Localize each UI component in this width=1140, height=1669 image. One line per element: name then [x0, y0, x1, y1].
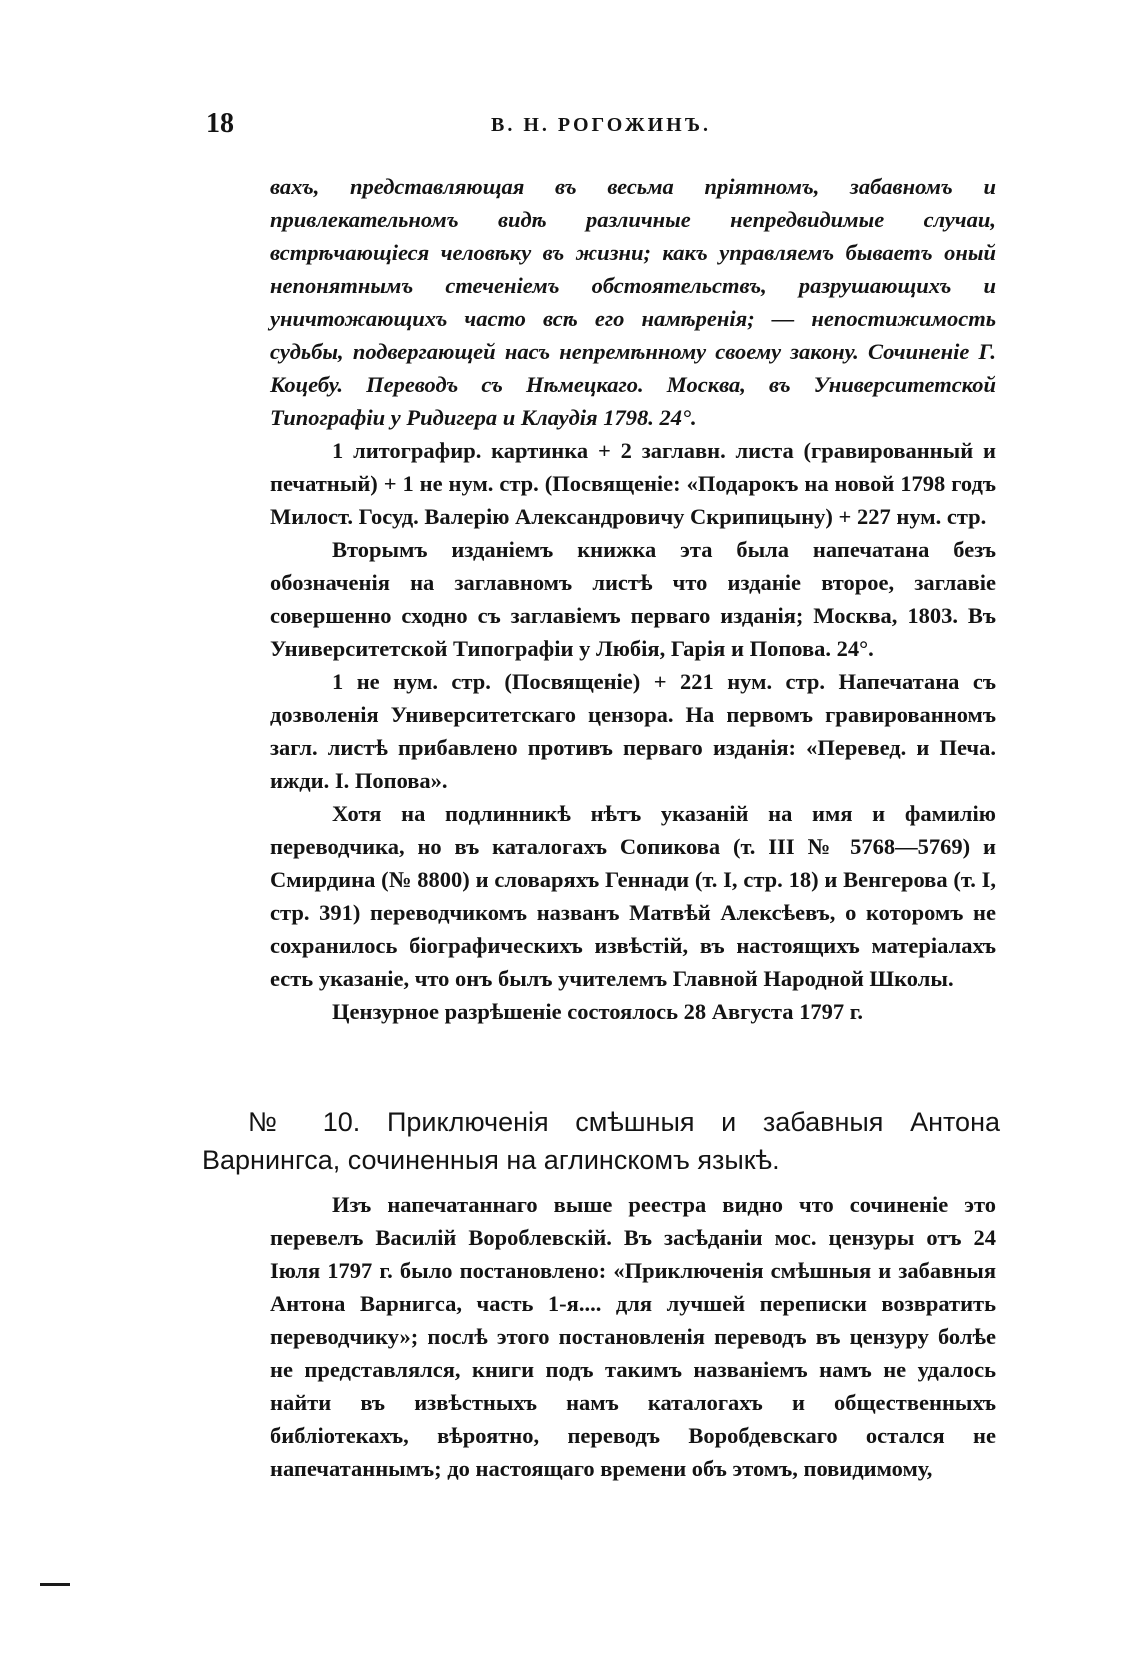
- running-head: В. Н. РОГОЖИНЪ.: [490, 114, 712, 136]
- paragraph-censorship: Цензурное разрѣшенiе состоялось 28 Августа 1797 г.: [332, 999, 864, 1024]
- paragraph-translator: Хотя на подлинникѣ нѣтъ указанiй на имя и фамилiю переводчика, но въ каталогахъ Сопикова (т. III № 5768—5769) и Смирдина (№ 8800) и словаряхъ Геннади (т. I, стр. 18) и Венгерова (т. I, стр. 391) переводчикомъ названъ Матвѣй Алексѣевъ, о которомъ не сохранилось бiографическихъ извѣстiй, въ настоящихъ матерiалахъ есть указанiе, что онъ былъ учителемъ Главной Народной Школы.: [270, 801, 996, 991]
- text-block-bottom: [270, 1188, 996, 1485]
- page-header: [206, 108, 996, 148]
- footer-rule: [40, 1583, 70, 1586]
- text-block-top: [270, 170, 996, 1028]
- paragraph-second-collation: 1 не нум. стр. (Посвященiе) + 221 нум. стр. Напечатана съ дозволенiя Университетскаго цензора. На первомъ гравированномъ загл. листѣ прибавлено противъ перваго изданiя: «Перевед. и Печа. ижди. I. Попова».: [270, 669, 996, 793]
- paragraph-collation: 1 литографир. картинка + 2 заглавн. листа (гравированный и печатный) + 1 не нум. стр. (Посвященiе: «Подарокъ на новой 1798 годъ Милост. Госуд. Валерiю Александровичу Скрипицыну) + 227 нум. стр.: [270, 438, 996, 529]
- page-number: 18: [206, 108, 234, 139]
- paragraph-entry-notes: Изъ напечатаннаго выше реестра видно что сочиненiе это перевелъ Василiй Вороблевскiй. Въ засѣданiи мос. цензуры отъ 24 Iюля 1797 г. было постановлено: «Приключенiя смѣшныя и забавныя Антона Варнигса, часть 1-я.... для лучшей переписки возвратить переводчику»; послѣ этого постановленiя переводъ въ цензуру болѣе не представлялся, книги подъ такимъ названiемъ намъ не удалось найти въ извѣстныхъ намъ каталогахъ и общественныхъ библiотекахъ, вѣроятно, переводъ Воробдевскаго остался не напечатаннымъ; до настоящаго времени объ этомъ, повидимому,: [270, 1192, 996, 1481]
- paragraph-second-edition: Вторымъ изданiемъ книжка эта была напечатана безъ обозначенiя на заглавномъ листѣ что изданiе второе, заглавiе совершенно сходно съ заглавiемъ перваго изданiя; Москва, 1803. Въ Университетской Типографiи у Любiя, Гарiя и Попова. 24°.: [270, 537, 996, 661]
- paragraph-title-description: вахъ, представляющая въ весьма прiятномъ, забавномъ и привлекательномъ видѣ различные непредвидимые случаи, встрѣчающiеся человѣку въ жизни; какъ управляемъ бываетъ оный непонятнымъ стеченiемъ обстоятельствъ, разрушающихъ и уничтожающихъ часто всѣ его намѣренiя; — непостижимость судьбы, подвергающей насъ непремѣнному своему закону. Сочиненiе Г. Коцебу. Переводъ съ Нѣмецкаго. Москва, въ Университетской Типографiи у Ридигера и Клаудiя 1798. 24°.: [270, 174, 996, 430]
- entry-heading: № 10. Приключенiя смѣшныя и забавныя Антона Варнингса, сочиненныя на аглинскомъ языкѣ.: [202, 1107, 1000, 1175]
